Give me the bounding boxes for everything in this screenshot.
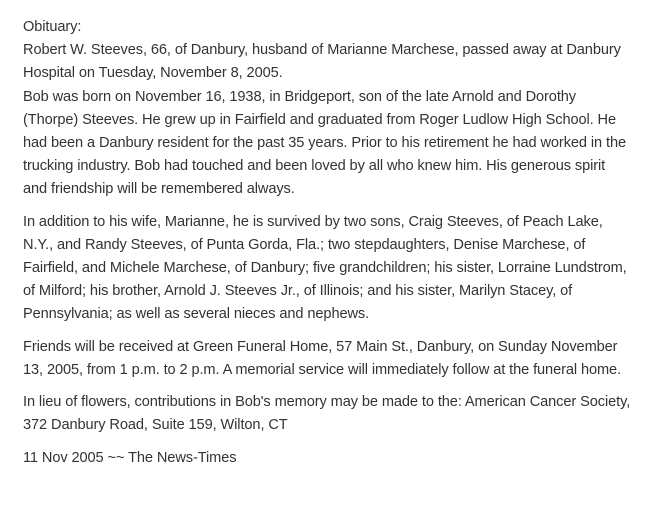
- obituary-survivors: In addition to his wife, Marianne, he is survived by two sons, Craig Steeves, of Peach Lake, N.Y., and Randy Steeves, of Punta Gorda, Fla.; two stepdaughters, Denise Marchese, of Fairfield, and Michele Marchese, of Danbury; five grandchildren; his sister, Lorraine Lundstrom, of Milford; his brother, Arnold J. Steeves Jr., of Illinois; and his sister, Marilyn Stacey, of Pennsylvania; as well as several nieces and nephews.: [23, 213, 627, 323]
- obituary-services: Friends will be received at Green Funeral Home, 57 Main St., Danbury, on Sunday November 13, 2005, from 1 p.m. to 2 p.m. A memorial service will immediately follow at the funeral home.: [23, 338, 622, 378]
- obituary-source-line: 11 Nov 2005 ~~ The News-Times: [23, 450, 237, 467]
- obituary-heading: Obituary:: [23, 19, 82, 35]
- obituary-biography: Bob was born on November 16, 1938, in Bridgeport, son of the late Arnold and Dorothy (Thorpe) Steeves. He grew up in Fairfield and graduated from Roger Ludlow High School. He had been a Danbury resident for the past 35 years. Prior to his retirement he had worked in the trucking industry. Bob had touched and been loved by all who knew him. His generous spirit and friendship will be remembered always.: [23, 88, 626, 198]
- obituary-intro: Robert W. Steeves, 66, of Danbury, husband of Marianne Marchese, passed away at Danbury Hospital on Tuesday, November 8, 2005.: [23, 42, 621, 82]
- obituary-contributions: In lieu of flowers, contributions in Bob's memory may be made to the: American Cancer Society, 372 Danbury Road, Suite 159, Wilton, CT: [23, 394, 631, 434]
